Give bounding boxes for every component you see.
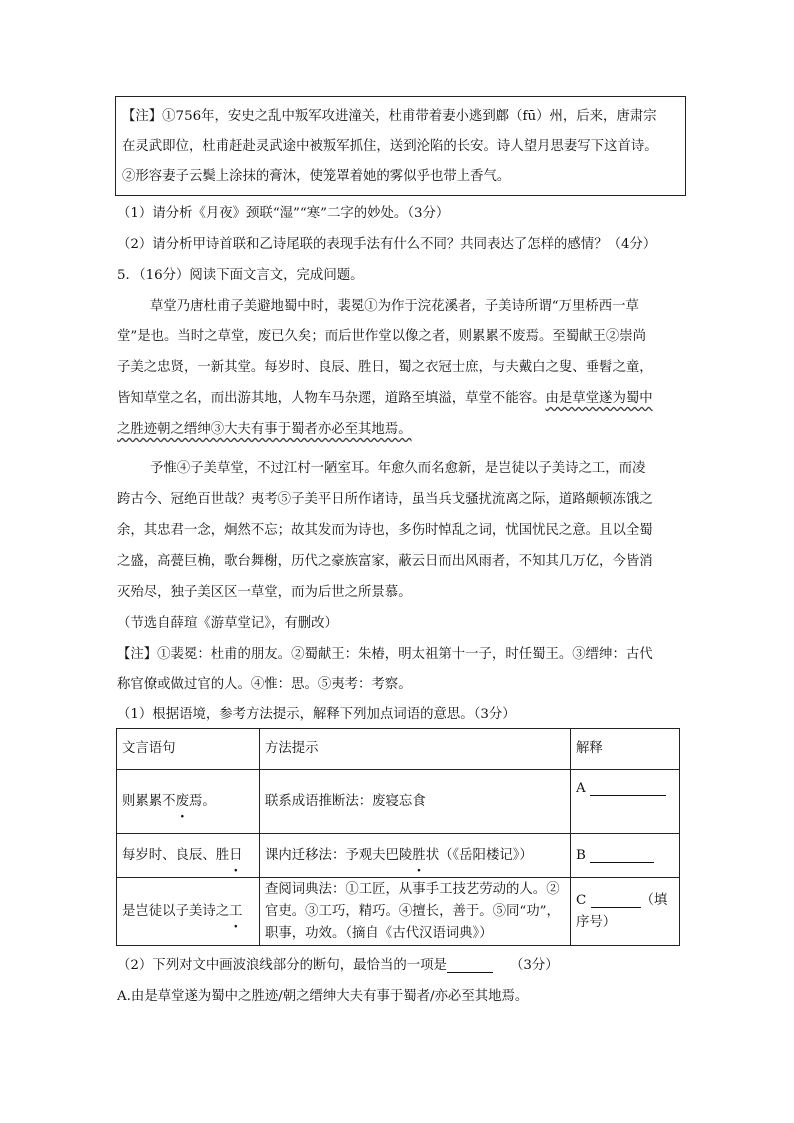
q5-sub1: （1）根据语境，参考方法提示，解释下列加点词语的意思。（3分） xyxy=(117,707,516,722)
passage-p2-line4: 之盛，高甍巨桷，歌台舞榭，历代之豪族富家，蔽云日而出风雨者，不知其几万亿，今皆消 xyxy=(117,554,653,569)
passage-p2-line2: 跨古今、冠绝百世哉？夷考⑤子美平日所作诸诗，虽当兵戈骚扰流离之际，道路颠顿冻饿之 xyxy=(117,492,653,507)
answer-blank-q2[interactable] xyxy=(447,958,493,973)
q5-note-line2: 称官僚或做过官的人。④惟：思。⑤夷考：考察。 xyxy=(117,677,412,692)
q5-header: 5．（16分）阅读下面文言文，完成问题。 xyxy=(117,268,364,283)
table-row xyxy=(117,878,680,946)
q5-sub2: （2）下列对文中画波浪线部分的断句，最恰当的一项是 （3分） xyxy=(117,958,559,973)
header-explanation: 解释 xyxy=(571,729,680,770)
note-line-1: 【注】①756年，安史之乱中叛军攻进潼关，杜甫带着妻小逃到鄜（fū）州，后来，唐肃宗 xyxy=(122,109,657,124)
row3-hint-line3: 职事，功效。（摘自《古代汉语词典》） xyxy=(265,925,493,941)
q4-sub1: （1）请分析《月夜》颈联“湿”“寒”二字的妙处。（3分） xyxy=(117,206,450,221)
passage-p2-line1: 予惟④子美草堂，不过江村一陋室耳。年愈久而名愈新，是岂徒以子美诗之工，而凌 xyxy=(150,461,646,476)
wavy-segment-a: 由是草堂遂为蜀中 xyxy=(545,391,653,406)
option-a: A.由是草堂遂为蜀中之胜迹/朝之缙绅大夫有事于蜀者/亦必至其地焉。 xyxy=(117,989,529,1004)
passage-p1-line1: 草堂乃唐杜甫子美避地蜀中时，裴冕①为作于浣花溪者，子美诗所谓“万里桥西一草 xyxy=(150,299,639,314)
passage-p1-line2: 堂”是也。当时之草堂，废已久矣；而后世作堂以像之者，则累累不废焉。至蜀献王②崇尚 xyxy=(117,329,647,344)
passage-p2-line5: 灭殆尽，独子美区区一草堂，而为后世之所景慕。 xyxy=(117,585,412,600)
row3-answer[interactable]: C （填 序号） xyxy=(571,878,680,946)
answer-blank-c[interactable] xyxy=(591,893,641,908)
row1-hint: 联系成语推断法：废寝忘食 xyxy=(260,770,571,834)
q5-note-line1: 【注】①裴冕：杜甫的朋友。②蜀献王：朱椿，明太祖第十一子，时任蜀王。③缙绅：古代 xyxy=(117,647,653,662)
dotted-char: 工 xyxy=(229,903,243,919)
passage-p1-line3: 子美之忠贤，一新其堂。每岁时、良辰、胜日，蜀之衣冠士庶，与夫戴白之叟、垂髫之童， xyxy=(117,360,653,375)
dotted-char: 胜 xyxy=(412,847,426,863)
passage-p1-line5 xyxy=(117,421,412,439)
passage-p1-line4 xyxy=(117,390,653,408)
answer-blank-a[interactable] xyxy=(590,781,666,796)
row1-sentence: 则累累不废焉。 xyxy=(117,770,260,834)
table-row xyxy=(117,834,680,878)
note-line-3: ②形容妻子云鬓上涂抹的膏沐，使笼罩着她的雾似乎也带上香气。 xyxy=(122,169,511,184)
row2-answer[interactable]: B xyxy=(571,834,680,878)
row2-hint: 课内迁移法：予观夫巴陵胜状（《岳阳楼记》） xyxy=(260,834,571,878)
row3-hint xyxy=(260,878,571,946)
header-sentence: 文言语句 xyxy=(117,729,260,770)
vocab-table xyxy=(116,728,680,946)
header-method: 方法提示 xyxy=(260,729,571,770)
row3-sentence: 是岂徒以子美诗之工 xyxy=(117,878,260,946)
table-row xyxy=(117,770,680,834)
q4-sub2: （2）请分析甲诗首联和乙诗尾联的表现手法有什么不同？共同表达了怎样的感情？（4分） xyxy=(117,237,657,252)
row1-answer[interactable]: A xyxy=(571,770,680,834)
table-header-row xyxy=(117,729,680,770)
source-line: （节选自薛瑄《游草堂记》，有删改） xyxy=(117,616,338,631)
row3-hint-line2: 官吏。③工巧，精巧。④擅长，善于。⑤同“功”， xyxy=(265,903,560,919)
passage-p2-line3: 余，其忠君一念，炯然不忘；故其发而为诗也，多伤时悼乱之词，忧国忧民之意。且以全蜀 xyxy=(117,523,653,538)
wavy-segment-b: 之胜迹朝之缙绅③大夫有事于蜀者亦必至其地焉。 xyxy=(117,422,412,437)
passage-p1-line4-text: 皆知草堂之名，而出游其地，人物车马杂遝，道路至填溢，草堂不能容。 xyxy=(117,391,546,406)
dotted-char: 日 xyxy=(229,847,243,863)
row2-sentence: 每岁时、良辰、胜日 xyxy=(117,834,260,878)
answer-blank-b[interactable] xyxy=(590,848,654,863)
note-line-2: 在灵武即位，杜甫赶赴灵武途中被叛军抓住，送到沦陷的长安。诗人望月思妻写下这首诗。 xyxy=(122,139,658,154)
row3-hint-line1: 查阅词典法：①工匠，从事手工技艺劳动的人。② xyxy=(265,881,560,897)
dotted-char: 废 xyxy=(175,793,189,809)
